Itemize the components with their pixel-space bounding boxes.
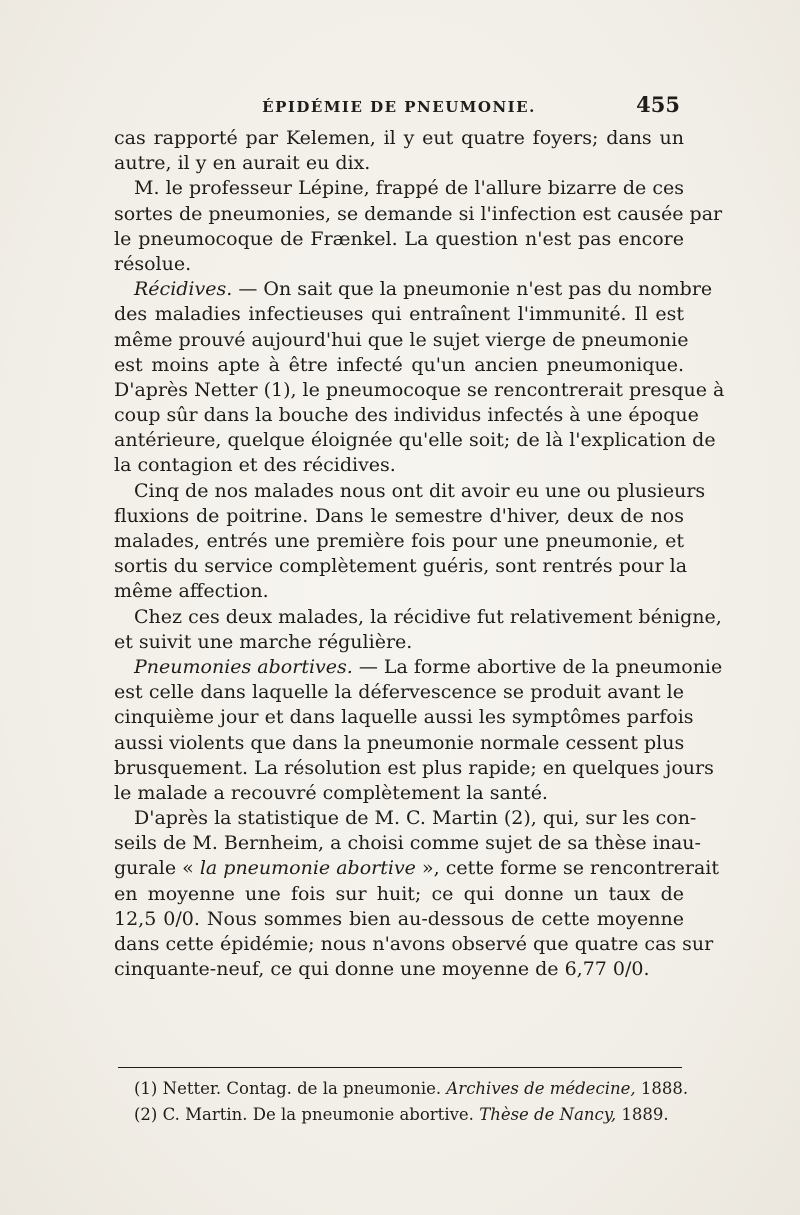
text-line: même prouvé aujourd'hui que le sujet vierge de pneumonie — [114, 328, 689, 351]
text-line: brusquement. La résolution est plus rapide; en quelques jours — [114, 756, 714, 779]
text-fragment: , cette forme se rencontrerait — [433, 857, 719, 880]
footnote-marker: (1) — [134, 1079, 158, 1098]
text-line-recidives — [114, 277, 713, 302]
footnote-marker: (2) — [134, 1105, 158, 1124]
footnote-source: Archives de médecine, — [446, 1079, 636, 1098]
text-line: cas rapporté par Kelemen, il y eut quatre foyers; dans un — [114, 127, 684, 149]
footnote-1 — [134, 1076, 689, 1102]
footnote-2 — [134, 1102, 684, 1128]
text-line: cinquante-neuf, ce qui donne une moyenne de 6,77 0/0. — [114, 958, 650, 981]
footnotes — [134, 1076, 689, 1128]
text-fragment: » — [415, 857, 434, 880]
text-line: le malade a recouvré complètement la santé. — [114, 781, 548, 804]
text-line: même affection. — [114, 580, 269, 603]
footnote-year: 1889. — [621, 1105, 669, 1124]
body-text — [114, 126, 725, 982]
text-line: Chez ces deux malades, la récidive fut relativement bénigne, — [134, 605, 722, 628]
footnote-text: Netter. Contag. de la pneumonie. — [162, 1079, 442, 1098]
text-line: des maladies infectieuses qui entraînent l'immunité. Il est — [114, 303, 684, 326]
text-line: sortes de pneumonies, se demande si l'infection est causée par — [114, 202, 723, 225]
text-fragment: — On sait que la pneumonie n'est pas du nombre — [238, 278, 713, 301]
text-line: 12,5 0/0. Nous sommes bien au-dessous de cette moyenne — [114, 907, 684, 930]
footnote-text: C. Martin. De la pneumonie abortive. — [162, 1105, 474, 1124]
text-line: et suivit une marche régulière. — [114, 630, 413, 653]
text-line: dans cette épidémie; nous n'avons observé que quatre cas sur — [114, 933, 714, 955]
text-fragment: — La forme abortive de la pneumonie — [358, 655, 723, 678]
text-line: M. le professeur Lépine, frappé de l'allure bizarre de ces — [134, 177, 684, 200]
text-line: est celle dans laquelle la défervescence se produit avant le — [114, 681, 684, 704]
text-line: seils de M. Bernheim, a choisi comme sujet de sa thèse inau- — [114, 832, 701, 855]
page-number: 455 — [636, 92, 680, 117]
text-line: D'après la statistique de M. C. Martin (2), qui, sur les con- — [134, 807, 697, 830]
footnote-source: Thèse de Nancy, — [479, 1105, 617, 1124]
text-line: autre, il y en aurait eu dix. — [114, 152, 371, 175]
text-line: antérieure, quelque éloignée qu'elle soit; de là l'explication de — [114, 429, 716, 452]
text-line: en moyenne une fois sur huit; ce qui donne un taux de — [114, 882, 684, 905]
running-title: ÉPIDÉMIE DE PNEUMONIE. — [262, 98, 536, 116]
footnote-divider — [118, 1067, 682, 1068]
text-line: le pneumocoque de Frænkel. La question n'est pas encore — [114, 227, 684, 250]
text-line: Cinq de nos malades nous ont dit avoir eu une ou plusieurs — [134, 479, 706, 502]
text-line: coup sûr dans la bouche des individus infectés à une époque — [114, 404, 699, 427]
text-line: la contagion et des récidives. — [114, 454, 396, 477]
text-fragment: gurale « — [114, 857, 200, 880]
text-line: aussi violents que dans la pneumonie normale cessent plus — [114, 731, 685, 754]
footnote-year: 1888. — [640, 1079, 689, 1098]
text-line: sortis du service complètement guéris, sont rentrés pour la — [114, 555, 688, 578]
section-heading-pneumonies-abortives: Pneumonies abortives. — [134, 655, 353, 678]
text-line-thesis-title — [114, 856, 719, 881]
text-line: est moins apte à être infecté qu'un ancien pneumonique. — [114, 353, 684, 376]
page-header — [114, 92, 684, 120]
text-line: résolue. — [114, 252, 192, 275]
text-line-abortives — [114, 655, 723, 680]
text-line: D'après Netter (1), le pneumocoque se rencontrerait presque à — [114, 378, 725, 401]
section-heading-recidives: Récidives. — [134, 278, 233, 301]
thesis-title: la pneumonie abortive — [199, 857, 416, 880]
text-line: malades, entrés une première fois pour une pneumonie, et — [114, 530, 684, 552]
text-line: cinquième jour et dans laquelle aussi les symptômes parfois — [114, 706, 694, 729]
text-line: fluxions de poitrine. Dans le semestre d'hiver, deux de nos — [114, 504, 684, 527]
